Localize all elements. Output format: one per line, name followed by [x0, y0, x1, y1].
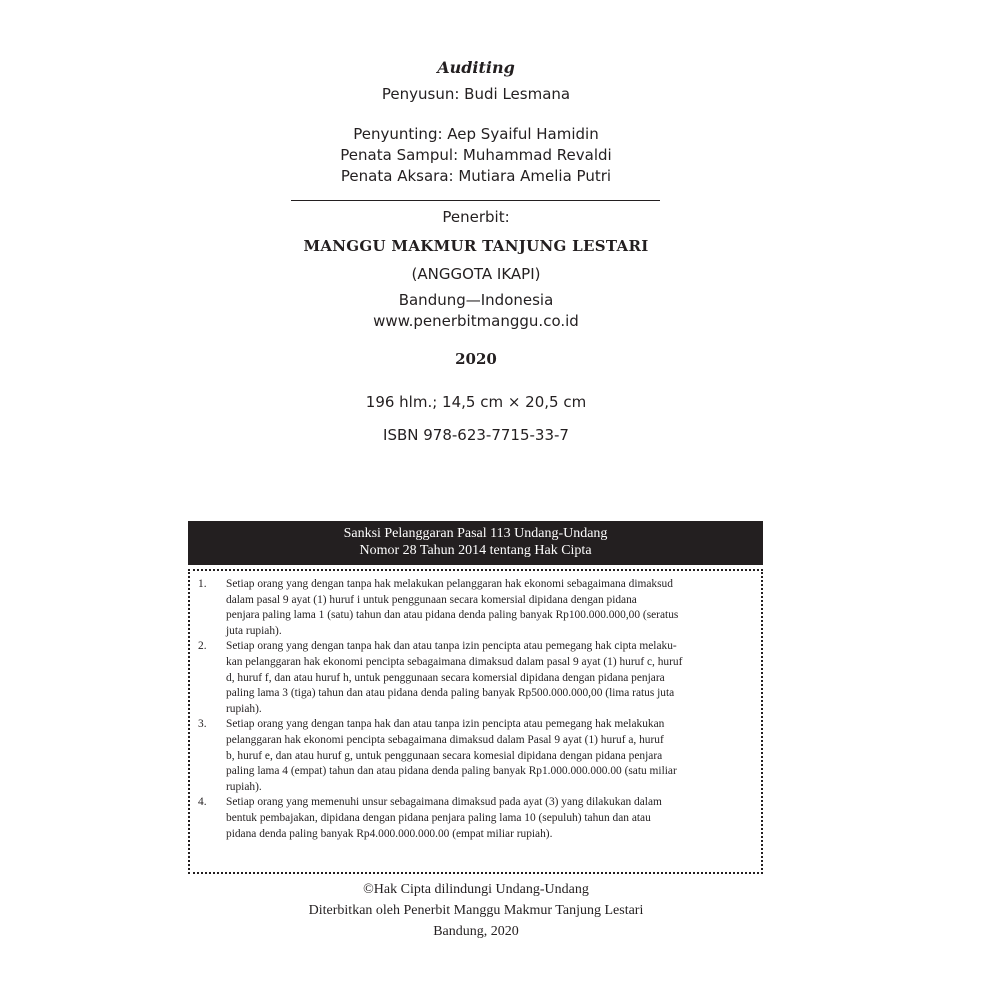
sanksi-line: rupiah).	[226, 702, 262, 715]
sanksi-line: Setiap orang yang dengan tanpa hak dan atau tanpa izin pencipta atau pemegang hak cipta melaku-	[226, 640, 677, 653]
credit-editor: Penyunting: Aep Syaiful Hamidin	[353, 125, 599, 143]
publisher-name: MANGGU MAKMUR TANJUNG LESTARI	[303, 237, 649, 255]
sanksi-line: kan pelanggaran hak ekonomi pencipta sebagaimana dimaksud dalam pasal 9 ayat (1) huruf c, huruf	[226, 655, 683, 668]
sanksi-line: Setiap orang yang memenuhi unsur sebagaimana dimaksud pada ayat (3) yang dilakukan dalam	[226, 796, 662, 809]
sanksi-item	[198, 577, 753, 639]
sanksi-item-text	[226, 577, 753, 639]
published-by: Diterbitkan oleh Penerbit Manggu Makmur Tanjung Lestari	[308, 903, 644, 918]
sanksi-line: dalam pasal 9 ayat (1) huruf i untuk penggunaan secara komersial dipidana dengan pidana	[226, 593, 637, 606]
publication-year: 2020	[455, 350, 497, 368]
sanksi-header	[188, 521, 763, 565]
sanksi-line: b, huruf e, dan atau huruf g, untuk penggunaan secara komesial dipidana dengan pidana penjara	[226, 749, 663, 762]
sanksi-item-text	[226, 795, 753, 842]
sanksi-item-text	[226, 639, 753, 717]
sanksi-item-text	[226, 717, 753, 795]
sanksi-item	[198, 639, 753, 717]
sanksi-item	[198, 795, 753, 842]
publisher-location: Bandung—Indonesia	[398, 291, 554, 309]
sanksi-line: paling lama 4 (empat) tahun dan atau pidana denda paling banyak Rp1.000.000.000.00 (satu miliar	[226, 765, 677, 778]
sanksi-line: bentuk pembajakan, dipidana dengan pidana penjara paling lama 10 (sepuluh) tahun dan atau	[226, 811, 651, 824]
sanksi-line: rupiah).	[226, 780, 262, 793]
isbn: ISBN 978-623-7715-33-7	[383, 426, 569, 444]
sanksi-line: pelanggaran hak ekonomi pencipta sebagaimana dimaksud dalam Pasal 9 ayat (1) huruf a, huruf	[226, 733, 664, 746]
sanksi-header-line2: Nomor 28 Tahun 2014 tentang Hak Cipta	[359, 543, 592, 558]
sanksi-item-number: 1.	[198, 578, 207, 590]
sanksi-box	[188, 569, 763, 874]
place-year: Bandung, 2020	[433, 924, 519, 939]
credit-typesetter: Penata Aksara: Mutiara Amelia Putri	[340, 167, 612, 185]
sanksi-header-line1: Sanksi Pelanggaran Pasal 113 Undang-Undang	[343, 526, 608, 541]
sanksi-line: paling lama 3 (tiga) tahun dan atau pidana denda paling banyak Rp500.000.000,00 (lima ratus juta	[226, 687, 675, 700]
sanksi-item-number: 4.	[198, 796, 207, 809]
sanksi-item	[198, 717, 753, 795]
sanksi-line: pidana denda paling banyak Rp4.000.000.000.00 (empat miliar rupiah).	[226, 827, 553, 840]
sanksi-line: d, huruf f, dan atau huruf h, untuk penggunaan secara komersial dipidana dengan pidana penjara	[226, 671, 665, 684]
divider	[291, 200, 660, 201]
book-dimensions: 196 hlm.; 14,5 cm × 20,5 cm	[365, 393, 587, 411]
sanksi-line: Setiap orang yang dengan tanpa hak melakukan pelanggaran hak ekonomi sebagaimana dimaksud	[226, 578, 673, 590]
sanksi-item-number: 2.	[198, 640, 207, 653]
sanksi-line: juta rupiah).	[226, 624, 282, 637]
author-line: Penyusun: Budi Lesmana	[381, 85, 571, 103]
publisher-membership: (ANGGOTA IKAPI)	[411, 265, 541, 283]
book-title: Auditing	[437, 58, 515, 77]
sanksi-line: penjara paling lama 1 (satu) tahun dan atau pidana denda paling banyak Rp100.000.000,00 (seratus	[226, 609, 679, 622]
copyright-notice: ©Hak Cipta dilindungi Undang-Undang	[363, 882, 589, 897]
sanksi-line: Setiap orang yang dengan tanpa hak dan atau tanpa izin pencipta atau pemegang hak melakukan	[226, 718, 665, 731]
publisher-label: Penerbit:	[442, 208, 510, 226]
credit-cover-designer: Penata Sampul: Muhammad Revaldi	[340, 146, 612, 164]
publisher-website: www.penerbitmanggu.co.id	[373, 312, 579, 330]
sanksi-item-number: 3.	[198, 718, 207, 731]
